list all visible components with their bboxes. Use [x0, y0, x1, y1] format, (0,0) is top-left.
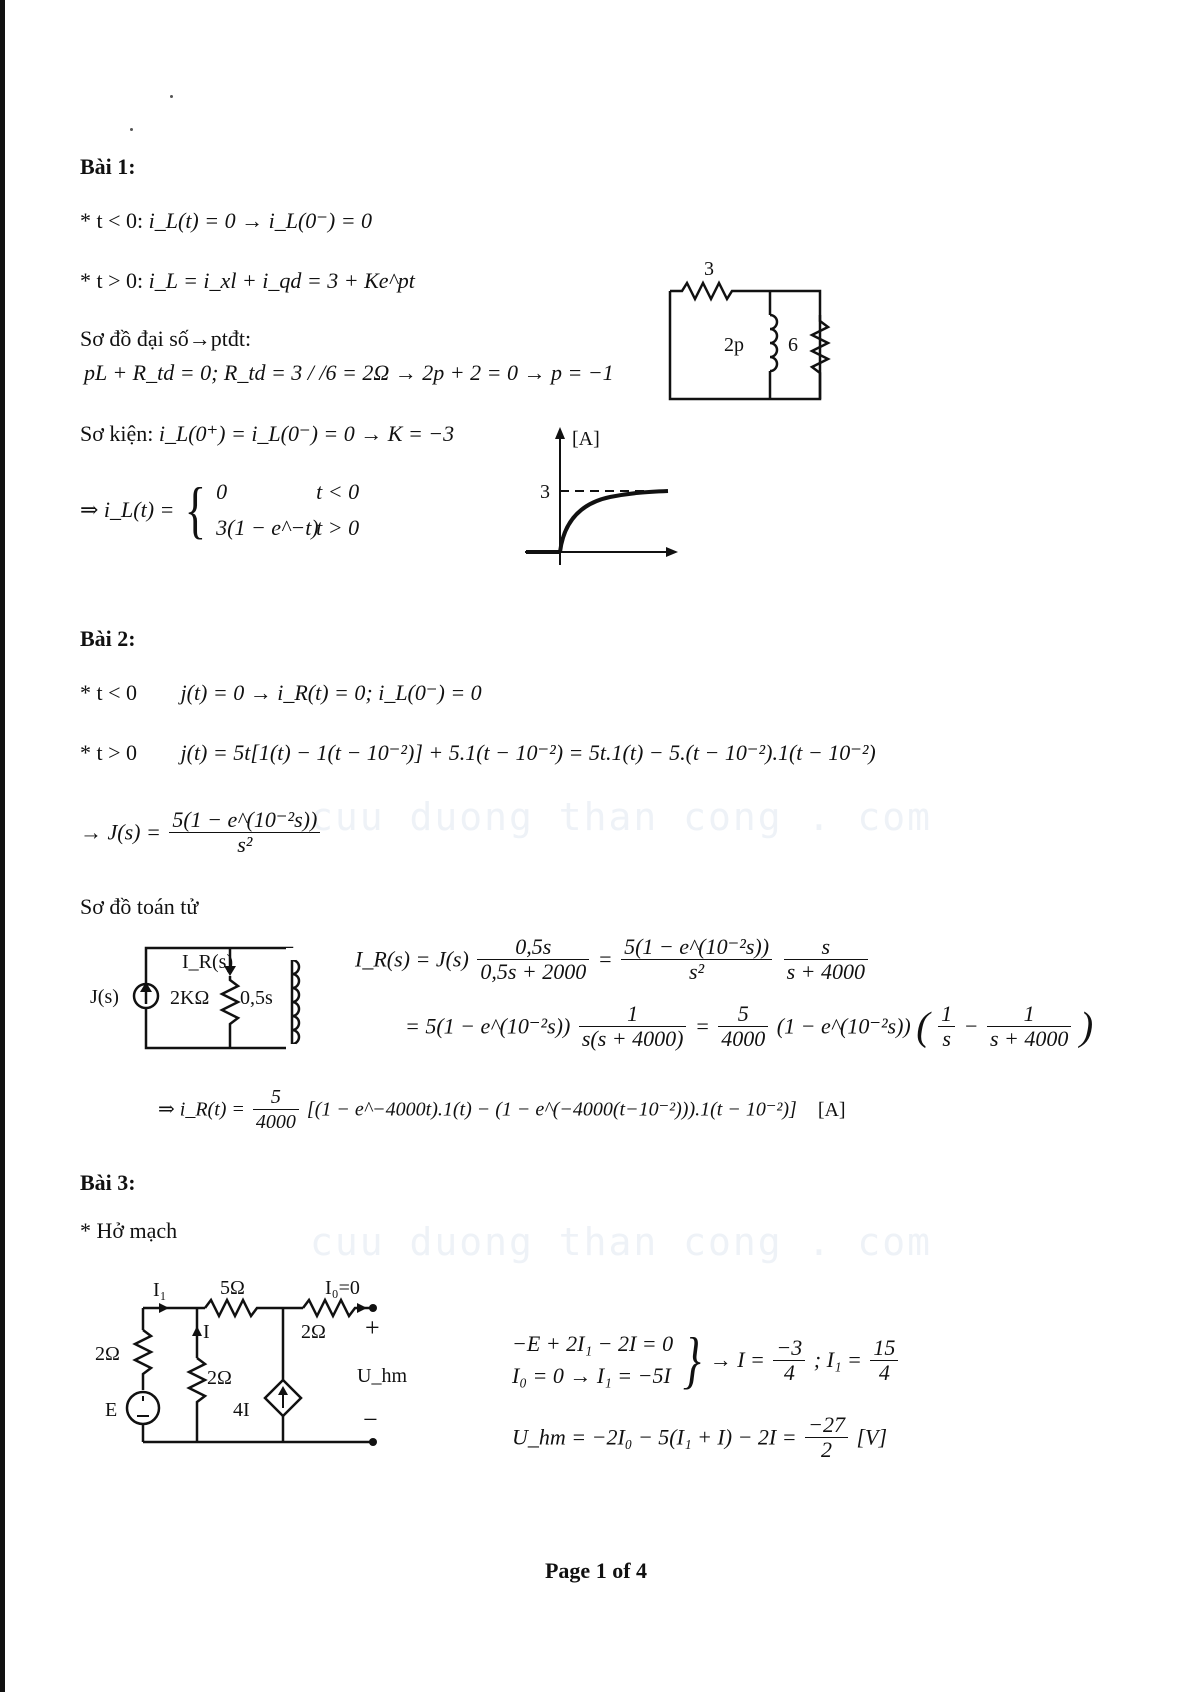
bai3-eq2: I₀ = 0 → I₁ = −5I — [512, 1363, 671, 1388]
equals-sign: = — [694, 1013, 710, 1039]
fraction — [579, 1002, 687, 1051]
bai2-t-neg-label: * t < 0 — [80, 680, 138, 705]
fraction-denominator: 0,5s + 2000 — [480, 959, 587, 984]
bai3-i1-label: I₁ — [153, 1279, 167, 1301]
bai3-eq1: −E + 2I₁ − 2I = 0 — [512, 1331, 674, 1356]
fraction-numerator: 1 — [987, 1002, 1071, 1027]
bai2-iR-rhs: [(1 − e^−4000t).1(t) − (1 − e^(−4000(t−10⁻²))).1(t − 10⁻²)] — [306, 1098, 797, 1121]
bai3-subheading: * Hở mạch — [80, 1218, 178, 1243]
bai1-response-graph — [520, 425, 690, 575]
paren-close: ) — [1079, 1003, 1094, 1049]
bai3-uhm-lhs: U_hm = −2I₀ − 5(I₁ + I) − 2I = — [512, 1424, 797, 1450]
bai2-inductor-label: 0,5s — [240, 987, 273, 1009]
bai2-resistor-label: 2KΩ — [170, 987, 210, 1009]
bai1-r2-label: 6 — [788, 334, 798, 356]
bai3-equations — [512, 1328, 673, 1392]
bai2-t-neg-line — [80, 680, 482, 706]
bai1-so-kien-label: Sơ kiện: — [80, 421, 159, 446]
bai3-i0-label: I₀=0 — [325, 1277, 360, 1299]
bai1-result-lhs: ⇒ i_L(t) = — [80, 497, 175, 522]
bai1-so-kien-equation: i_L(0⁺) = i_L(0⁻) = 0 → K = −3 — [158, 421, 455, 446]
bai2-t-neg-equation: j(t) = 0 → i_R(t) = 0; i_L(0⁻) = 0 — [180, 680, 482, 705]
fraction — [987, 1002, 1071, 1051]
system-brace: } — [682, 1324, 701, 1395]
bai1-result — [80, 474, 359, 546]
bai3-plus-label: + — [365, 1313, 380, 1342]
bai3-r2-left-label: 2Ω — [95, 1343, 120, 1365]
watermark: cuu duong than cong . com — [310, 795, 932, 839]
fraction-numerator: 5(1 − e^(10⁻²s)) — [621, 935, 772, 960]
fraction-numerator: 15 — [870, 1336, 898, 1361]
fraction — [805, 1413, 848, 1462]
bai2-source-label: J(s) — [90, 986, 119, 1008]
fraction — [621, 935, 772, 984]
bai2-J-fraction — [169, 808, 320, 857]
fraction-denominator: s — [942, 1026, 951, 1051]
bai2-iR-lhs: ⇒ i_R(t) = — [158, 1098, 245, 1121]
fraction-numerator: −3 — [773, 1336, 805, 1361]
watermark: cuu duong than cong . com — [310, 1220, 932, 1264]
bai2-iR-result — [158, 1085, 846, 1134]
fraction-denominator: 4 — [783, 1359, 795, 1385]
fraction-denominator: s + 4000 — [786, 959, 865, 984]
bai3-i-label: I — [203, 1321, 210, 1343]
fraction-numerator: 1 — [938, 1002, 955, 1027]
bai3-r2-mid-label: 2Ω — [207, 1367, 232, 1389]
fraction-numerator: −27 — [805, 1413, 848, 1438]
minus-sign: − — [963, 1013, 979, 1039]
bai3-circuit-diagram — [85, 1270, 405, 1460]
bai1-so-kien-line — [80, 421, 454, 447]
bai2-IR-line1 — [355, 935, 871, 984]
fraction-numerator: s — [784, 935, 868, 960]
fraction-numerator: 1 — [579, 1002, 687, 1027]
bai1-t-neg-equation: i_L(t) = 0 → i_L(0⁻) = 0 — [148, 208, 373, 233]
bai2-IR-lhs: I_R(s) = J(s) — [355, 946, 469, 972]
bai2-J-lhs: → J(s) = — [80, 819, 161, 845]
bai3-uhm-label: U_hm — [357, 1365, 407, 1387]
bai1-r1-label: 3 — [704, 258, 714, 280]
bai2-J-line — [80, 808, 323, 857]
bai1-t-neg-line — [80, 208, 372, 234]
bai2-heading: Bài 2: — [80, 626, 136, 651]
bai3-uhm-unit: [V] — [856, 1424, 888, 1450]
fraction-numerator: 0,5s — [477, 935, 589, 960]
bai2-IR-line2-a: = 5(1 − e^(10⁻²s)) — [405, 1013, 571, 1039]
bai2-t-pos-label: * t > 0 — [80, 740, 138, 765]
fraction-numerator: 5 — [718, 1002, 768, 1027]
bai1-t-pos-label: * t > 0: — [80, 268, 149, 293]
bai1-inductor-label: 2p — [724, 334, 744, 356]
fraction-numerator: 5 — [253, 1085, 299, 1110]
equals-sign: = — [597, 946, 613, 972]
bai3-i1-text: ; I₁ = — [813, 1347, 862, 1372]
fraction-denominator: 4 — [878, 1359, 890, 1385]
bai1-heading: Bài 1: — [80, 154, 136, 179]
bai1-t-pos-equation: i_L = i_xl + i_qd = 3 + Ke^pt — [148, 268, 415, 293]
fraction — [784, 935, 868, 984]
fraction-denominator: s(s + 4000) — [581, 1026, 684, 1051]
bai3-uhm-line — [512, 1413, 887, 1462]
bai2-iR-unit: [A] — [817, 1098, 846, 1121]
fraction-denominator: 4000 — [721, 1026, 766, 1051]
fraction-denominator: 2 — [821, 1437, 833, 1462]
bai1-cases — [216, 474, 359, 546]
scan-border — [0, 0, 5, 1692]
fraction — [938, 1002, 955, 1051]
case1-condition: t < 0 — [316, 479, 360, 504]
fraction — [773, 1336, 805, 1385]
bai3-minus-label: − — [363, 1405, 378, 1434]
bai3-arrow-text: → I = — [709, 1347, 765, 1372]
bai1-t-neg-label: * t < 0: — [80, 208, 149, 233]
bai2-IR-line2 — [405, 1002, 1093, 1051]
page-footer: Page 1 of 4 — [544, 1558, 648, 1583]
bai2-so-do-label: Sơ đồ toán tử — [80, 894, 199, 919]
scan-speck — [130, 128, 133, 131]
scan-speck — [170, 95, 173, 98]
fraction — [870, 1336, 898, 1385]
bai3-r5-label: 5Ω — [220, 1277, 245, 1299]
case1-value: 0 — [216, 479, 228, 504]
bai1-so-do-equation: pL + R_td = 0; R_td = 3 / /6 = 2Ω → 2p + 2 = 0 → p = −1 — [84, 360, 614, 385]
bai3-system — [512, 1324, 901, 1395]
bai3-dep-source-label: 4I — [233, 1399, 250, 1421]
bai1-t-pos-line — [80, 268, 415, 294]
bai1-so-do-label: Sơ đồ đại số→ptđt: — [80, 326, 252, 351]
bai3-heading: Bài 3: — [80, 1170, 136, 1195]
bai2-current-label: I_R(s) — [182, 951, 234, 973]
bai1-graph-level: 3 — [540, 481, 550, 503]
fraction-denominator: s² — [688, 959, 705, 984]
case2-value: 3(1 − e^−t) — [216, 515, 319, 540]
fraction-denominator: s² — [237, 832, 253, 857]
cases-brace: { — [184, 474, 207, 545]
bai1-graph-unit: [A] — [572, 428, 600, 450]
paren-open: ( — [916, 1003, 930, 1049]
bai2-t-pos-equation: j(t) = 5t[1(t) − 1(t − 10⁻²)] + 5.1(t − 10⁻²) = 5t.1(t) − 5.(t − 10⁻²).1(t − 10⁻²) — [180, 740, 876, 765]
case2-condition: t > 0 — [316, 515, 360, 540]
bai2-t-pos-line — [80, 740, 876, 766]
fraction — [253, 1085, 299, 1134]
bai3-e-label: E — [105, 1399, 118, 1421]
fraction-denominator: 4000 — [255, 1111, 296, 1133]
fraction-denominator: s + 4000 — [989, 1026, 1069, 1051]
bai3-r2-top-label: 2Ω — [301, 1321, 326, 1343]
bai1-circuit-diagram — [660, 255, 830, 405]
bai2-IR-line2-b: (1 − e^(10⁻²s)) — [776, 1013, 911, 1039]
fraction — [477, 935, 589, 984]
fraction — [718, 1002, 768, 1051]
fraction-numerator: 5(1 − e^(10⁻²s)) — [169, 808, 320, 833]
bai2-circuit-diagram — [90, 940, 320, 1060]
